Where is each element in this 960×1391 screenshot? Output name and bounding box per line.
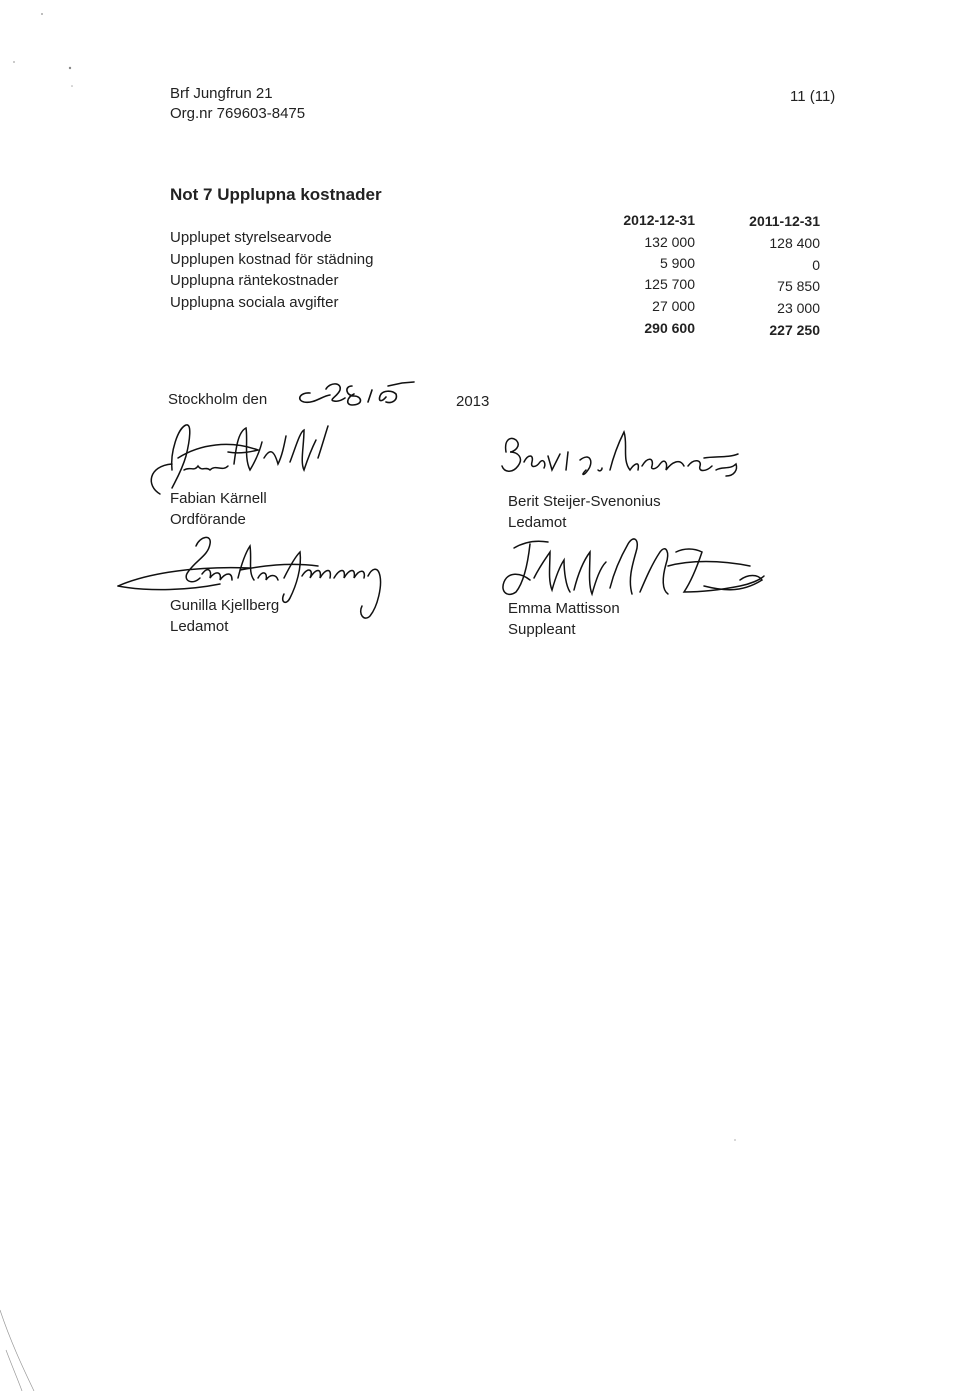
signatory-block xyxy=(508,598,620,640)
value-2012: 125 700 xyxy=(644,276,695,292)
value-2011: 0 xyxy=(812,257,820,273)
value-2011: 128 400 xyxy=(769,235,820,251)
signatory-name: Gunilla Kjellberg xyxy=(170,597,280,614)
signing-year: 2013 xyxy=(456,393,490,410)
signature-berit-steijer-svenonius xyxy=(502,432,738,476)
signatory-role: Suppleant xyxy=(508,621,576,638)
value-2011: 23 000 xyxy=(777,300,820,316)
column-header-2011: 2011-12-31 xyxy=(749,213,820,229)
value-2012: 5 900 xyxy=(659,255,695,271)
row-label: Upplupet styrelsearvode xyxy=(170,229,332,246)
signatory-name: Berit Steijer-Svenonius xyxy=(508,493,661,510)
signature-fabian-karnell xyxy=(151,425,328,494)
signatory-role: Ordförande xyxy=(170,511,246,528)
signatory-name: Fabian Kärnell xyxy=(170,490,267,507)
signatory-name: Emma Mattisson xyxy=(508,600,620,617)
row-label: Upplupna sociala avgifter xyxy=(170,294,339,311)
value-2012: 27 000 xyxy=(652,298,695,314)
document-header xyxy=(170,84,305,124)
signing-place: Stockholm den xyxy=(168,391,268,408)
value-2012: 132 000 xyxy=(644,234,695,250)
signature-emma-mattisson xyxy=(503,539,764,594)
signatory-block xyxy=(170,488,267,530)
column-header-2012: 2012-12-31 xyxy=(623,212,695,228)
handwritten-date xyxy=(300,382,414,405)
signatory-role: Ledamot xyxy=(170,618,229,635)
row-label: Upplupen kostnad för städning xyxy=(170,251,374,268)
org-name: Brf Jungfrun 21 xyxy=(170,85,273,102)
total-2012: 290 600 xyxy=(644,320,695,336)
signatory-block xyxy=(170,595,279,637)
value-2011: 75 850 xyxy=(777,278,820,294)
page-number: 11 (11) xyxy=(790,88,836,105)
total-2011: 227 250 xyxy=(769,322,820,338)
signatory-role: Ledamot xyxy=(508,514,567,531)
org-number: Org.nr 769603-8475 xyxy=(170,105,306,122)
signatory-block xyxy=(508,491,661,533)
row-label: Upplupna räntekostnader xyxy=(170,272,339,289)
note-title: Not 7 Upplupna kostnader xyxy=(170,185,382,204)
